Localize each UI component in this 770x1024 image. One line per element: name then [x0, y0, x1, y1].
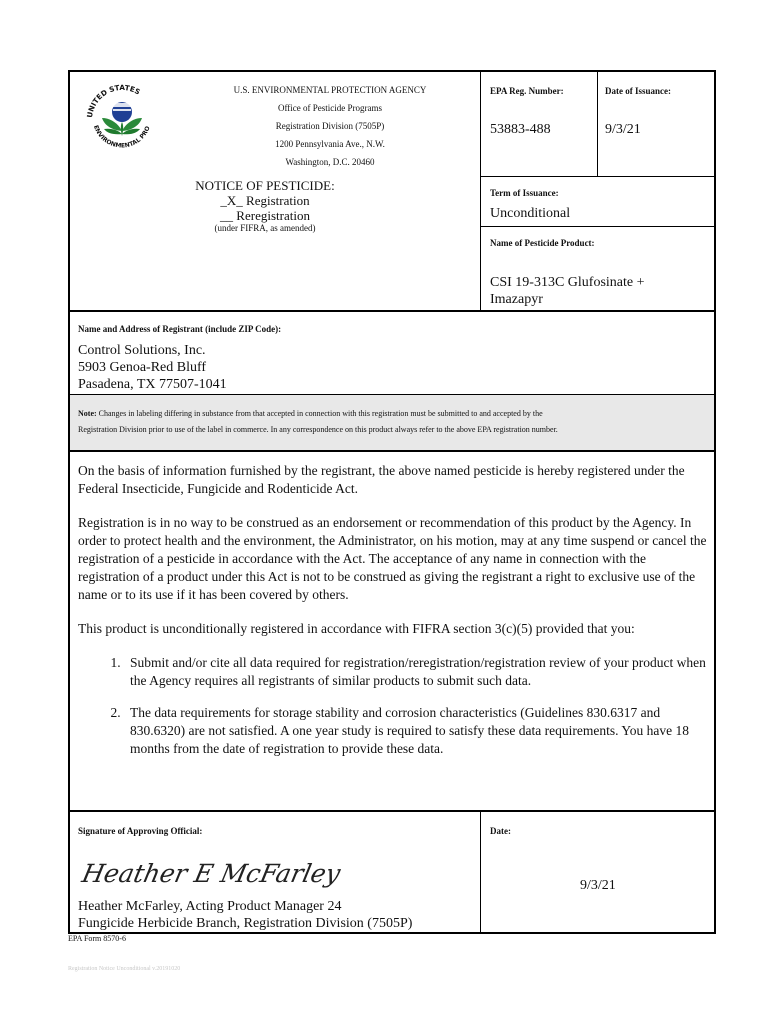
date-of-issuance-value: 9/3/21 [605, 122, 641, 137]
svg-text:ENVIRONMENTAL PROTECTION: ENVIRONMENTAL PRO [92, 124, 152, 150]
signature-label: Signature of Approving Official: [78, 826, 203, 836]
reg-number-label: EPA Reg. Number: [490, 86, 564, 96]
official-name: Heather McFarley, Acting Product Manager 24 [78, 899, 342, 914]
condition-item-1: 1. Submit and/or cite all data required for registration/reregistration/registration review of your product when the Agency requires all registrants of similar products to submit such data. [124, 654, 708, 690]
body-paragraph-3: This product is unconditionally registered in accordance with FIFRA section 3(c)(5) provided that you: [78, 621, 635, 636]
agency-name: U.S. ENVIRONMENTAL PROTECTION AGENCY [233, 85, 427, 95]
note-text [78, 406, 708, 438]
body-paragraph-1: On the basis of information furnished by the registrant, the above named pesticide is hereby registered under the Federal Insecticide, Fungicide and Rodenticide Act. [78, 463, 685, 496]
agency-office: Office of Pesticide Programs [277, 103, 383, 113]
signature-date-value: 9/3/21 [580, 878, 616, 893]
agency-header [190, 84, 470, 168]
registrant-label: Name and Address of Registrant (include ZIP Code): [78, 324, 282, 334]
handwritten-signature [79, 848, 344, 896]
agency-city: Washington, D.C. 20460 [285, 157, 375, 167]
date-of-issuance-label: Date of Issuance: [605, 86, 671, 96]
faint-footer: Registration Notice Unconditional v.20191020 [68, 966, 181, 972]
notice-registration: _X_ Registration [220, 193, 310, 208]
signature-text: Heather E McFarley [79, 859, 344, 888]
note-line1: Changes in labeling differing in substance from that accepted in connection with this registration must be submitted to and accepted by the [98, 409, 543, 418]
term-of-issuance-value: Unconditional [490, 206, 571, 221]
registration-form [68, 70, 716, 934]
product-name-line2: Imazapyr [490, 292, 543, 307]
agency-address: 1200 Pennsylvania Ave., N.W. [275, 139, 385, 149]
form-id: EPA Form 8570-6 [68, 934, 126, 943]
note-line2: Registration Division prior to use of the label in commerce. In any correspondence on this product always refer to the above EPA registration number. [78, 425, 558, 434]
condition-item-2: 2. The data requirements for storage stability and corrosion characteristics (Guidelines 830.6317 and 830.6320) are not satisfied. A one year study is required to satisfy these data requirements. You have 18 months from the date of registration to provide these data. [124, 704, 708, 758]
notice-reregistration: __ Reregistration [220, 208, 310, 223]
body-paragraph-2: Registration is in no way to be construed as an endorsement or recommendation of this product by the Agency. In order to protect health and the environment, the Administrator, on his motion, may at any time suspend or cancel the registration of a pesticide in accordance with the Act. The acceptance of any name in connection with the registration of a product under this Act is not to be construed as giving the registrant a right to exclusive use of the name or to its use if it has been covered by others. [78, 515, 707, 602]
body-content [78, 462, 708, 772]
product-name-label: Name of Pesticide Product: [490, 238, 595, 248]
official-branch: Fungicide Herbicide Branch, Registration Division (7505P) [78, 916, 413, 931]
registrant-name: Control Solutions, Inc. [78, 343, 206, 358]
product-name-line1: CSI 19-313C Glufosinate + [490, 275, 645, 290]
notice-block [170, 178, 360, 234]
notice-title: NOTICE OF PESTICIDE: [195, 178, 335, 193]
registrant-city: Pasadena, TX 77507-1041 [78, 377, 227, 392]
registrant-street: 5903 Genoa-Red Bluff [78, 360, 207, 375]
notice-under-fifra: (under FIFRA, as amended) [214, 223, 316, 233]
signature-date-label: Date: [490, 826, 511, 836]
note-label: Note: [78, 409, 97, 418]
epa-seal [80, 76, 164, 160]
reg-number-value: 53883-488 [490, 122, 551, 137]
svg-text:UNITED STATES: UNITED STATES [85, 82, 142, 119]
term-of-issuance-label: Term of Issuance: [490, 188, 559, 198]
conditions-list [78, 654, 708, 758]
agency-division: Registration Division (7505P) [275, 121, 385, 131]
